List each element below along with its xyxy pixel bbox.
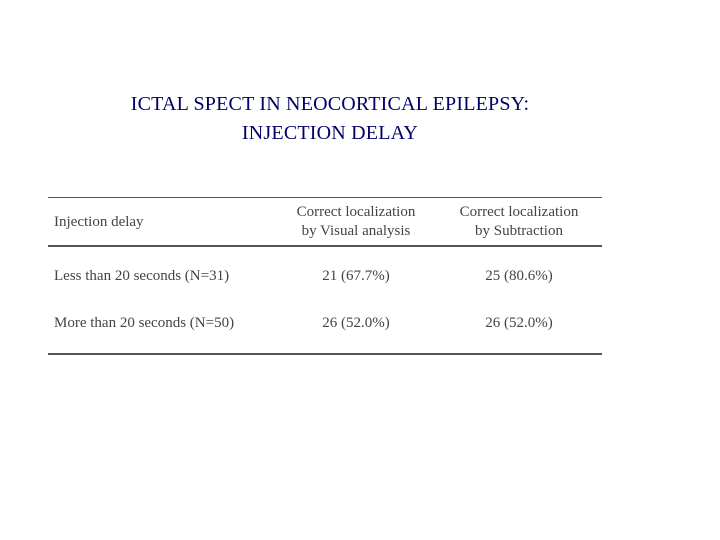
table-row xyxy=(48,300,602,354)
table-header-row xyxy=(48,198,602,247)
cell-visual: 21 (67.7%) xyxy=(322,268,390,284)
header-visual-analysis-line-1: Correct localization xyxy=(296,204,416,220)
cell-visual: 26 (52.0%) xyxy=(322,315,390,331)
header-injection-delay-label: Injection delay xyxy=(54,213,144,230)
slide-title xyxy=(0,90,660,148)
header-visual-analysis-line-2: by Visual analysis xyxy=(301,223,411,239)
table-header xyxy=(48,198,602,247)
results-table-container xyxy=(48,197,602,355)
header-visual-analysis xyxy=(276,198,436,247)
table-row xyxy=(48,246,602,300)
cell-subtraction: 26 (52.0%) xyxy=(485,315,553,331)
header-injection-delay xyxy=(48,198,276,247)
header-subtraction-line-1: Correct localization xyxy=(459,204,579,220)
slide-title-line-2: INJECTION DELAY xyxy=(241,122,419,144)
cell-delay: More than 20 seconds (N=50) xyxy=(54,315,235,331)
cell-subtraction: 25 (80.6%) xyxy=(485,268,553,284)
table-body xyxy=(48,246,602,354)
header-subtraction-line-2: by Subtraction xyxy=(475,223,563,239)
cell-delay: Less than 20 seconds (N=31) xyxy=(54,268,230,284)
results-table xyxy=(48,197,602,355)
slide-title-line-1: ICTAL SPECT IN NEOCORTICAL EPILEPSY: xyxy=(130,93,530,115)
header-subtraction xyxy=(436,198,602,247)
